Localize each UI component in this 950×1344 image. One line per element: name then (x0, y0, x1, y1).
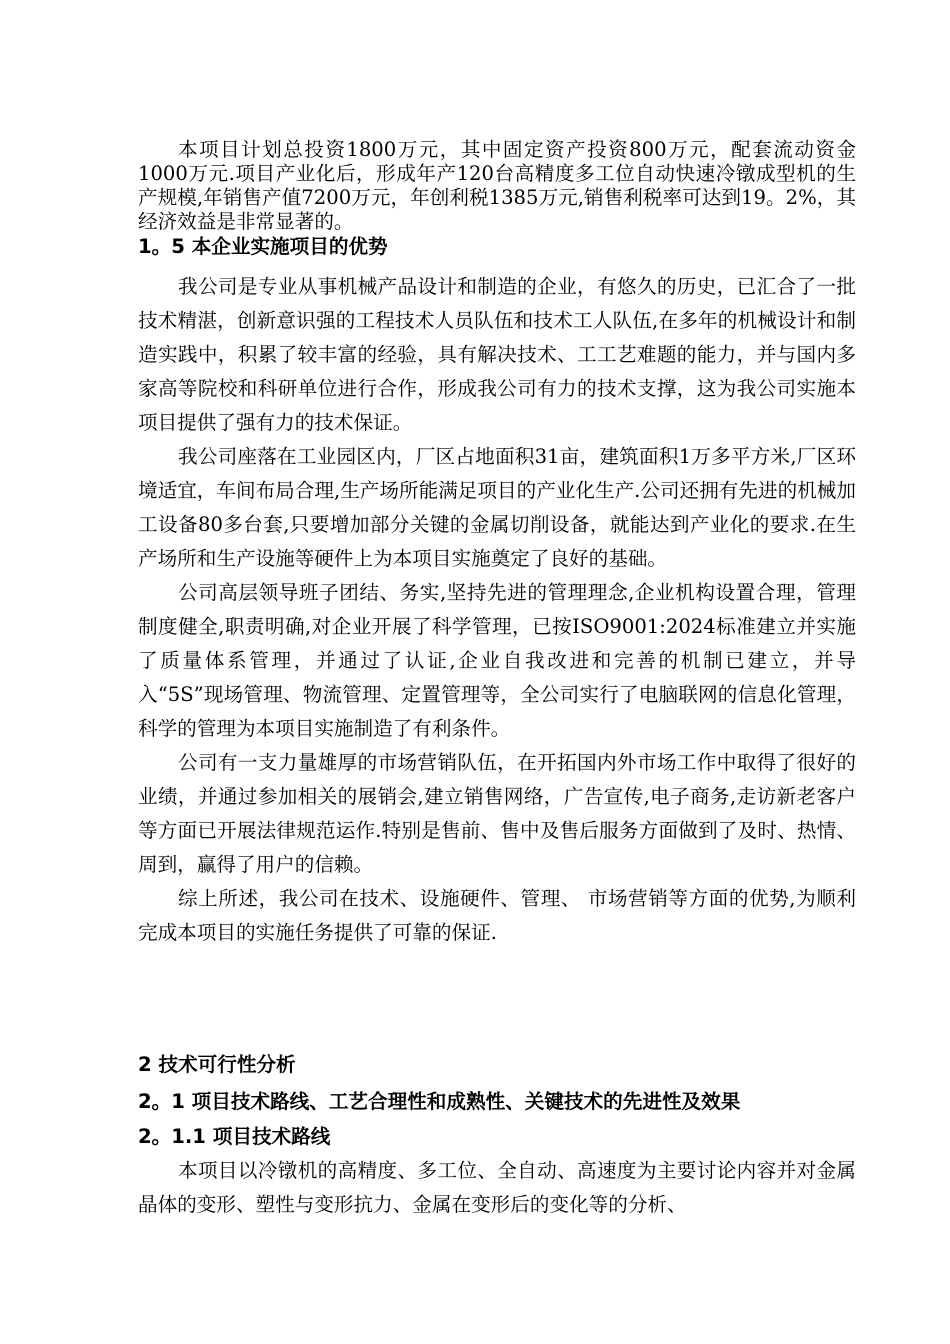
paragraph: 本项目以冷镦机的高精度、多工位、全自动、高速度为主要讨论内容并对金属晶体的变形、塑性与变形抗力、金属在变形后的变化等的分析、 (138, 1159, 856, 1216)
section-1-5-body (138, 270, 856, 950)
intro-paragraph: 本项目计划总投资1800万元，其中固定资产投资800万元，配套流动资金1000万元.项目产业化后，形成年产120台高精度多工位自动快速冷镦成型机的生产规模,年销售产值7200万元，年创利税1385万元,销售利税率可达到19。2%，其经济效益是非常显著的。 (138, 138, 856, 233)
heading-2-1: 2。1 项目技术路线、工艺合理性和成熟性、关键技术的先进性及效果 (138, 1090, 741, 1113)
paragraph: 我公司座落在工业园区内，厂区占地面积31亩，建筑面积1万多平方米,厂区环境适宜，车间布局合理,生产场所能满足项目的产业化生产.公司还拥有先进的机械加工设备80多台套,只要增加部分关键的金属切削设备，就能达到产业化的要求.在生产场所和生产设施等硬件上为本项目实施奠定了良好的基础。 (138, 445, 856, 570)
paragraph: 我公司是专业从事机械产品设计和制造的企业，有悠久的历史，已汇合了一批技术精湛，创新意识强的工程技术人员队伍和技术工人队伍,在多年的机械设计和制造实践中，积累了较丰富的经验，具有解决技术、工工艺难题的能力，并与国内多家高等院校和科研单位进行合作，形成我公司有力的技术支撑，这为我公司实施本项目提供了强有力的技术保证。 (138, 275, 856, 434)
heading-2-1-1: 2。1.1 项目技术路线 (138, 1125, 331, 1148)
heading-2: 2 技术可行性分析 (138, 1053, 296, 1076)
paragraph: 公司有一支力量雄厚的市场营销队伍，在开拓国内外市场工作中取得了很好的业绩，并通过参加相关的展销会,建立销售网络，广告宣传,电子商务,走访新老客户等方面已开展法律规范运作.特别是售前、售中及售后服务方面做到了及时、热情、周到，赢得了用户的信赖。 (138, 751, 856, 876)
paragraph: 公司高层领导班子团结、务实,坚持先进的管理理念,企业机构设置合理，管理制度健全,职责明确,对企业开展了科学管理，已按ISO9001:2024标准建立并实施了质量体系管理，并通过了认证,企业自我改进和完善的机制已建立，并导入“5S”现场管理、物流管理、定置管理等，全公司实行了电脑联网的信息化管理，科学的管理为本项目实施制造了有利条件。 (138, 581, 856, 740)
heading-1-5: 1。5 本企业实施项目的优势 (138, 235, 388, 258)
paragraph: 综上所述，我公司在技术、设施硬件、管理、 市场营销等方面的优势,为顺利完成本项目的实施任务提供了可靠的保证. (138, 887, 856, 944)
section-2-1-1-body (138, 1154, 856, 1222)
